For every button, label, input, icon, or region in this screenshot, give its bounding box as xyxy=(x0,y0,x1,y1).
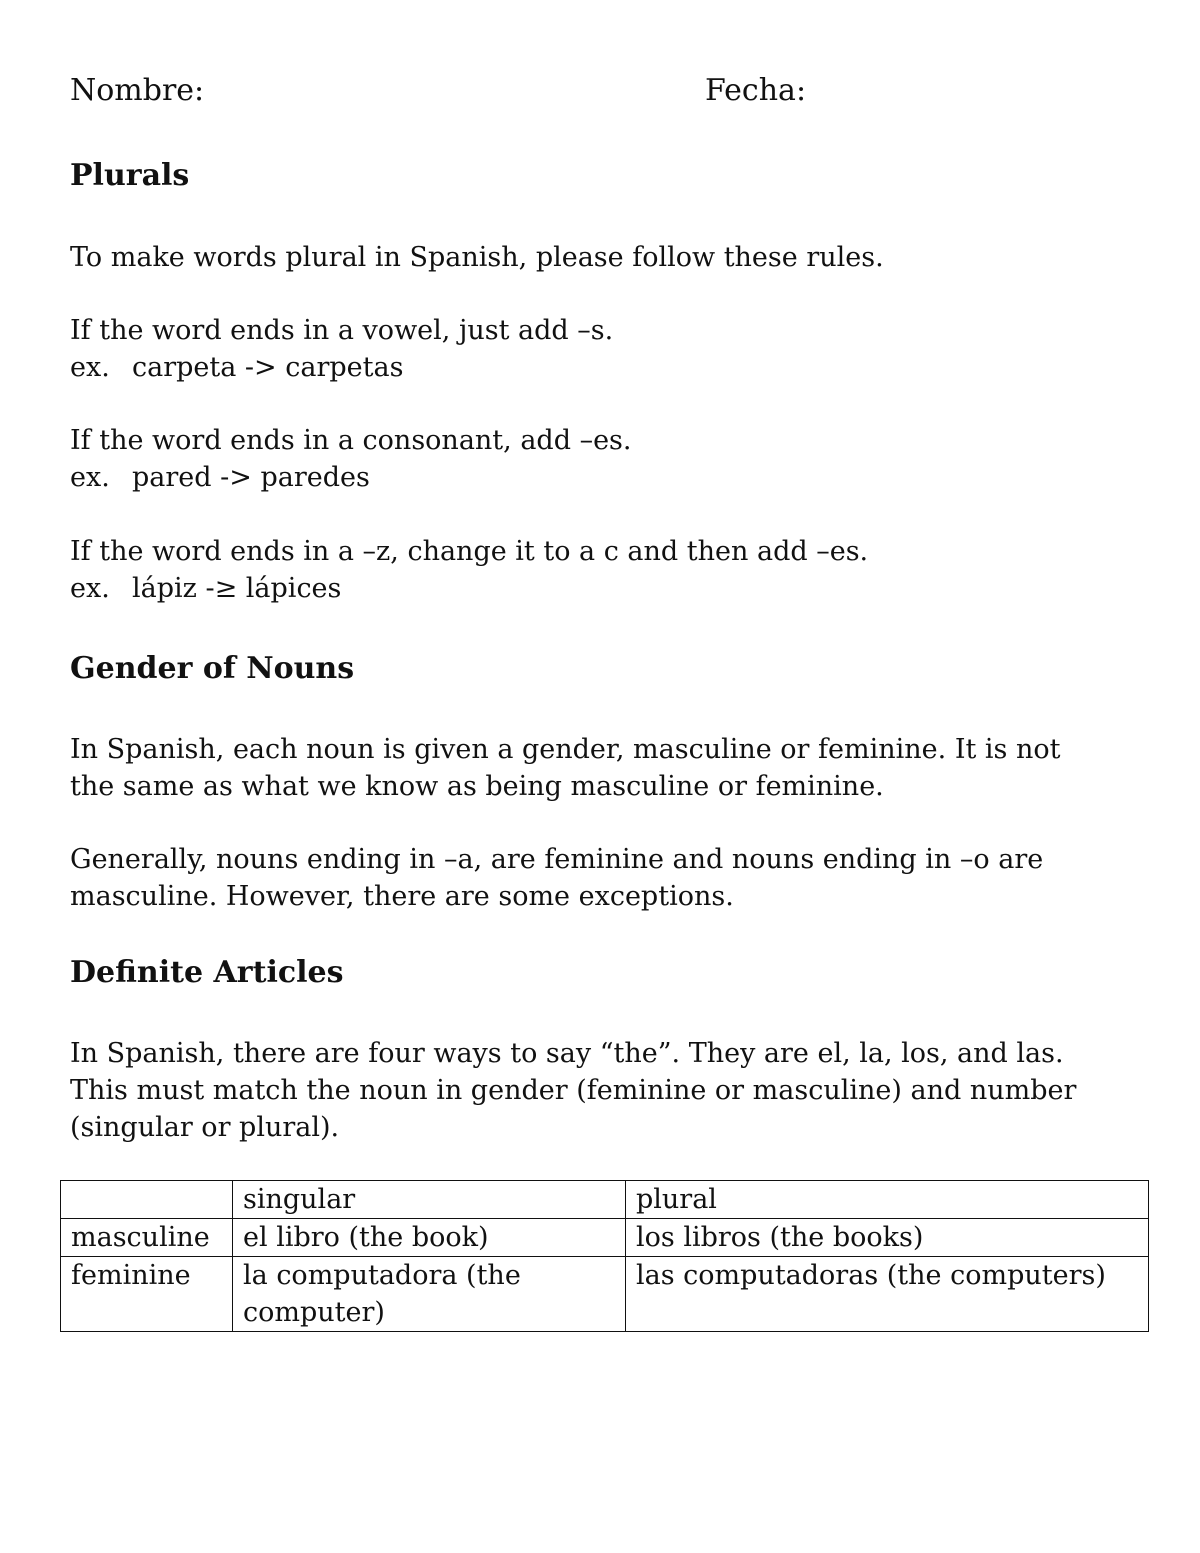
plurals-intro xyxy=(70,239,1145,276)
paragraph-line: In Spanish, there are four ways to say “the”. They are el, la, los, and las. xyxy=(70,1038,1064,1069)
table-header-cell: plural xyxy=(626,1181,1149,1219)
rule-example xyxy=(70,459,1145,496)
example-text: lápiz -≥ lápices xyxy=(132,573,342,604)
table-cell: masculine xyxy=(61,1219,233,1257)
gender-paragraph-2 xyxy=(70,841,1145,915)
example-label: ex. xyxy=(70,352,110,383)
rule-example xyxy=(70,570,1145,607)
paragraph-line: Generally, nouns ending in –a, are feminine and nouns ending in –o are xyxy=(70,844,1044,875)
example-label: ex. xyxy=(70,462,110,493)
plurals-intro-text: To make words plural in Spanish, please follow these rules. xyxy=(70,242,884,273)
table-row xyxy=(61,1257,1149,1332)
plural-rule-consonant xyxy=(70,422,1145,496)
example-label: ex. xyxy=(70,573,110,604)
example-text: pared -> paredes xyxy=(132,462,370,493)
rule-example xyxy=(70,349,1145,386)
table-header-cell xyxy=(61,1181,233,1219)
plural-rule-z xyxy=(70,533,1145,607)
table-cell: los libros (the books) xyxy=(626,1219,1149,1257)
table-header-row xyxy=(61,1181,1149,1219)
paragraph-line: In Spanish, each noun is given a gender, masculine or feminine. It is not xyxy=(70,734,1061,765)
name-label: Nombre: xyxy=(70,73,205,108)
rule-text: If the word ends in a vowel, just add –s. xyxy=(70,315,614,346)
paragraph-line: masculine. However, there are some exceptions. xyxy=(70,881,734,912)
plural-rule-vowel xyxy=(70,312,1145,386)
rule-text: If the word ends in a consonant, add –es. xyxy=(70,425,632,456)
table-cell: feminine xyxy=(61,1257,233,1332)
example-text: carpeta -> carpetas xyxy=(132,352,404,383)
worksheet-header xyxy=(70,72,1130,116)
date-label: Fecha: xyxy=(705,73,807,108)
table-cell: la computadora (the computer) xyxy=(233,1257,626,1332)
gender-paragraph-1 xyxy=(70,731,1145,805)
table-header-cell: singular xyxy=(233,1181,626,1219)
rule-text: If the word ends in a –z, change it to a c and then add –es. xyxy=(70,536,869,567)
table-cell: las computadoras (the computers) xyxy=(626,1257,1149,1332)
table-cell: el libro (the book) xyxy=(233,1219,626,1257)
paragraph-line: (singular or plural). xyxy=(70,1112,340,1143)
definite-articles-table xyxy=(60,1180,1149,1332)
paragraph-line: the same as what we know as being masculine or feminine. xyxy=(70,771,884,802)
plurals-heading: Plurals xyxy=(70,158,190,193)
articles-paragraph xyxy=(70,1035,1145,1146)
table-row xyxy=(61,1219,1149,1257)
gender-heading: Gender of Nouns xyxy=(70,651,355,686)
articles-heading: Definite Articles xyxy=(70,955,344,990)
paragraph-line: This must match the noun in gender (feminine or masculine) and number xyxy=(70,1075,1077,1106)
